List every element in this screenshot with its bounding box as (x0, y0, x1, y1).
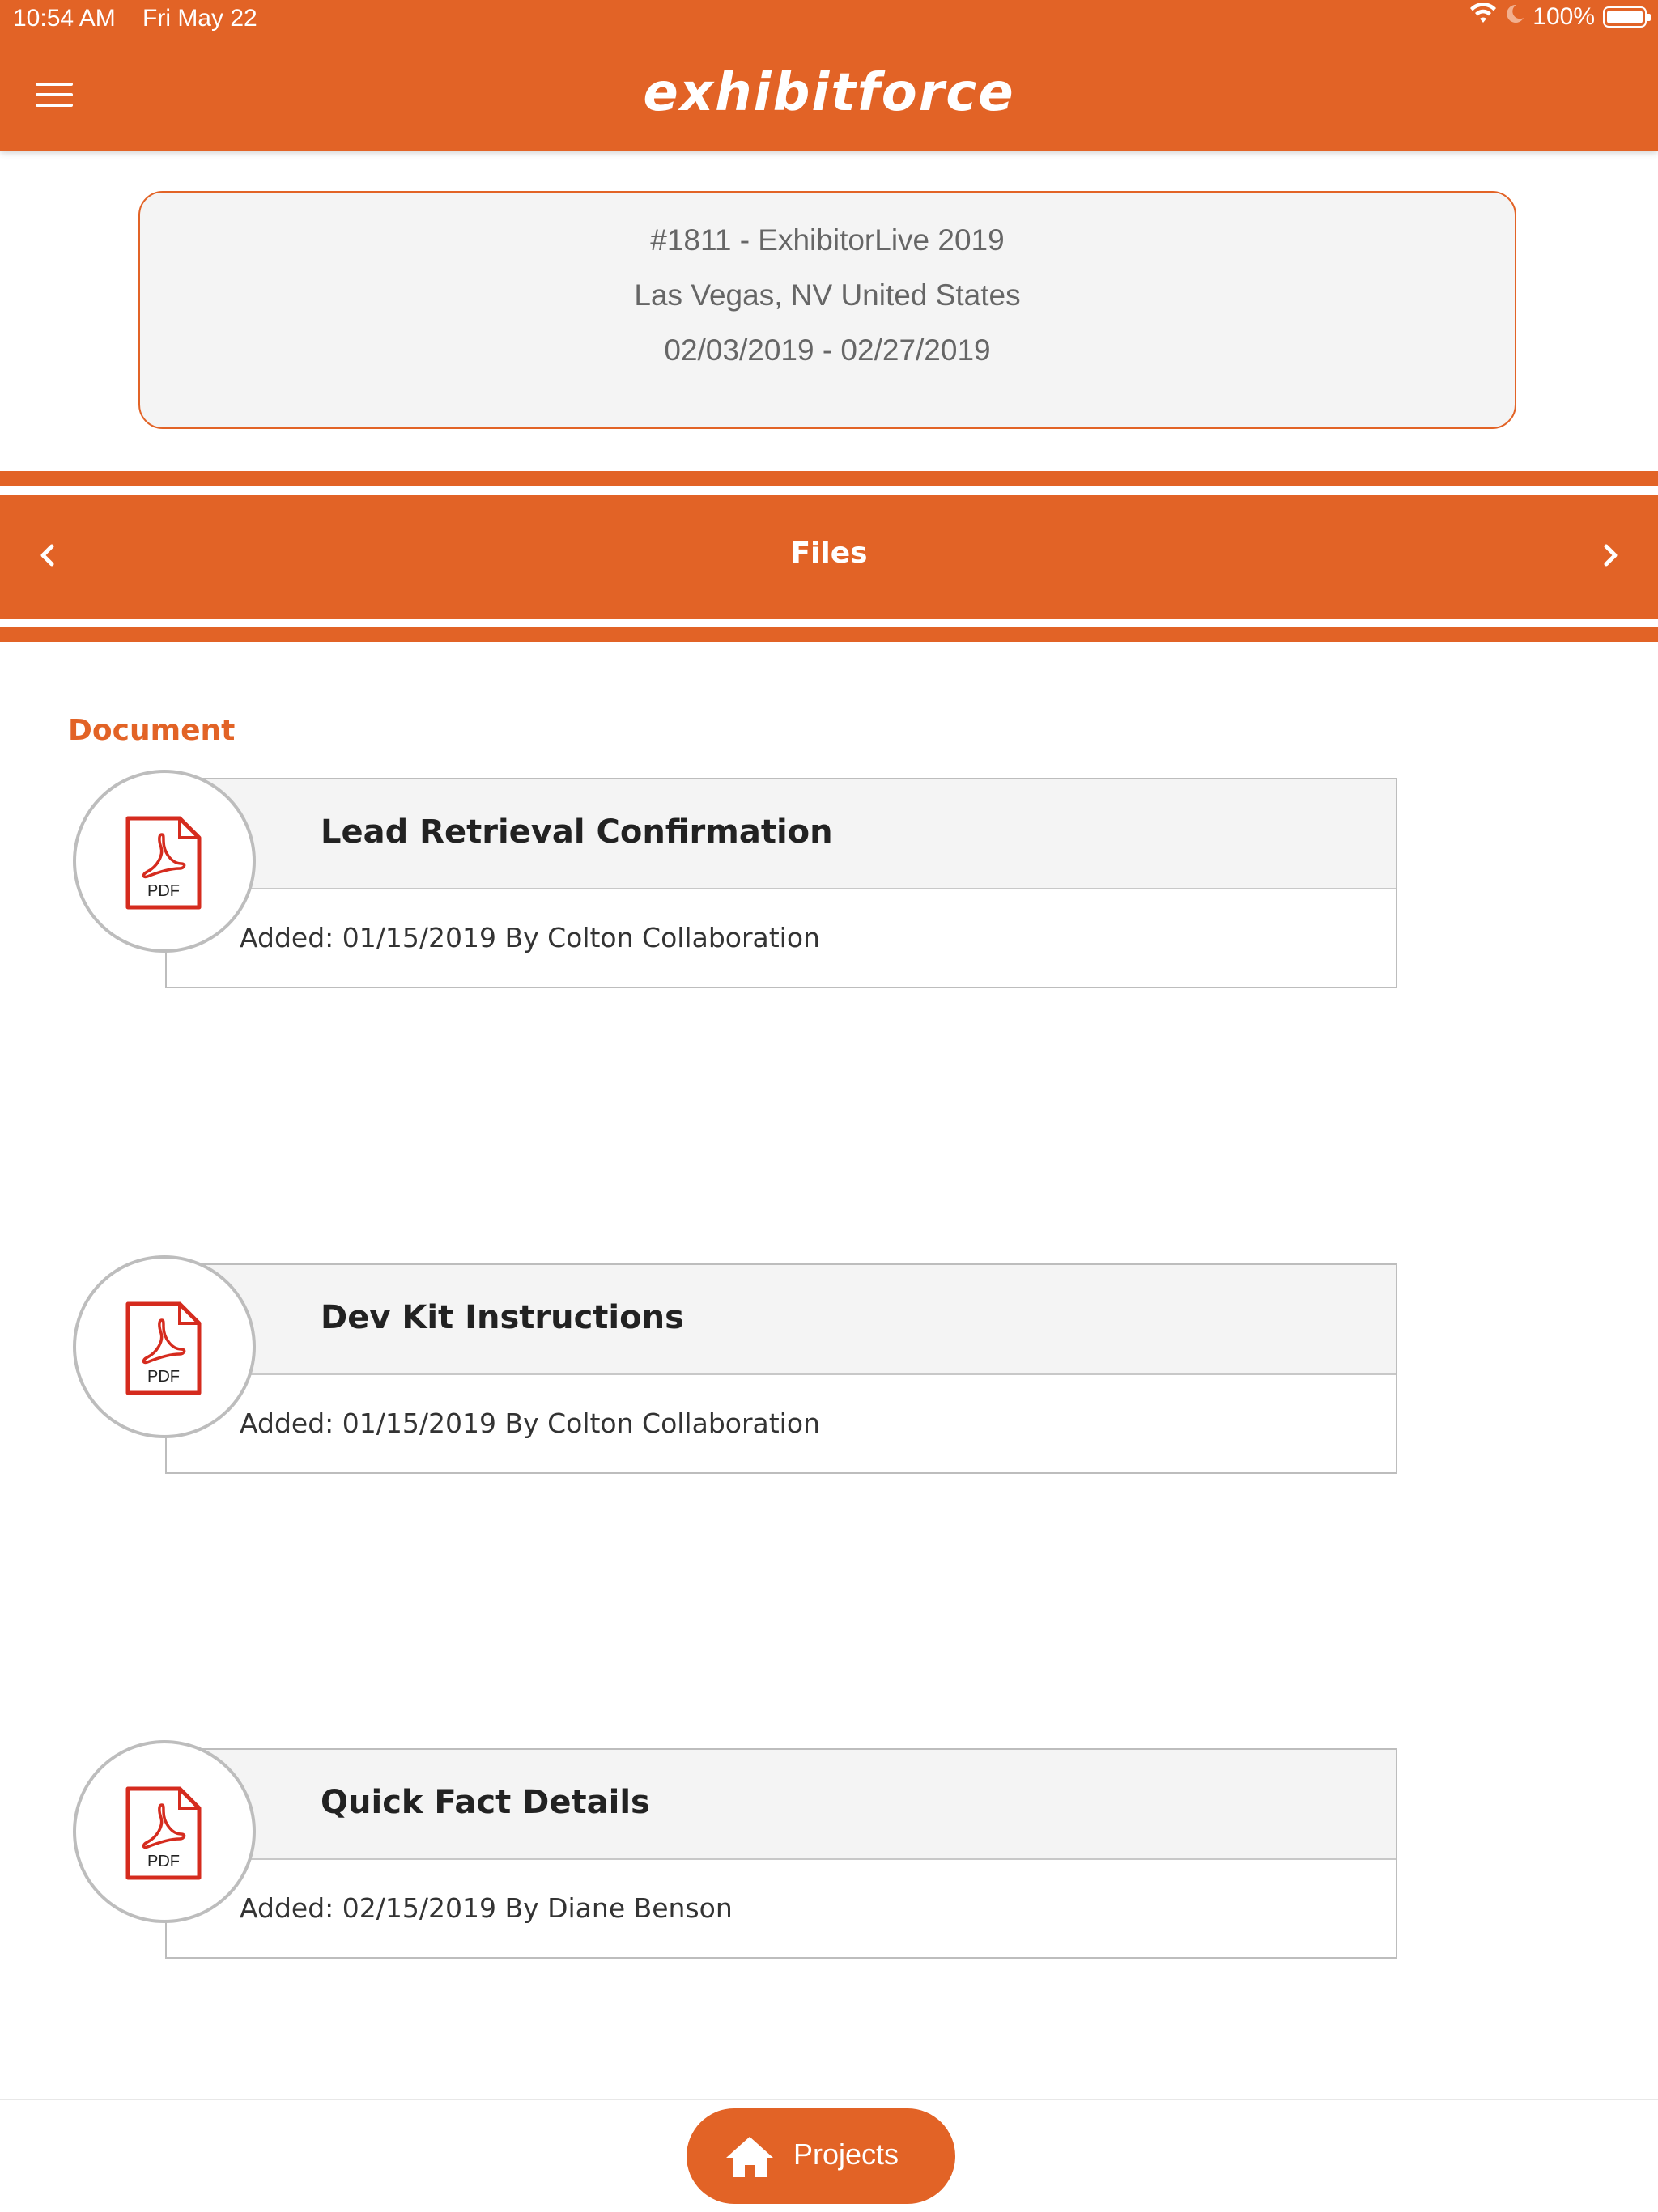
project-location: Las Vegas, NV United States (634, 278, 1021, 312)
section-title: Files (790, 537, 868, 570)
section-nav-bar (0, 495, 1658, 619)
file-meta: Added: 01/15/2019 By Colton Collaboration (240, 1407, 820, 1439)
exhibitforce-logo: exhibitforce (643, 63, 1015, 123)
moon-icon (1505, 3, 1524, 31)
divider-stripe (0, 471, 1658, 486)
divider-stripe (0, 627, 1658, 642)
file-name: Lead Retrieval Confirmation (321, 813, 833, 851)
file-card[interactable] (0, 1740, 1658, 1983)
app-header (0, 0, 1658, 151)
file-card[interactable] (0, 1255, 1658, 1498)
file-meta: Added: 02/15/2019 By Diane Benson (240, 1892, 733, 1924)
file-card-header (167, 1750, 1396, 1860)
project-title: #1811 - ExhibitorLive 2019 (650, 223, 1005, 257)
projects-label: Projects (793, 2138, 899, 2171)
status-bar (0, 0, 1658, 39)
file-card[interactable] (0, 770, 1658, 1013)
pdf-label: PDF (147, 1853, 180, 1870)
file-meta: Added: 01/15/2019 By Colton Collaboration (240, 922, 820, 953)
file-name: Dev Kit Instructions (321, 1299, 684, 1336)
project-info-card (138, 191, 1516, 429)
status-time: 10:54 AM (13, 5, 116, 32)
chevron-right-icon[interactable] (1582, 527, 1639, 584)
pdf-icon (73, 1255, 256, 1438)
pdf-icon (73, 1740, 256, 1923)
wifi-icon (1469, 3, 1497, 31)
battery-icon (1603, 6, 1647, 28)
status-date: Fri May 22 (142, 5, 257, 32)
pdf-label: PDF (147, 882, 180, 900)
bottom-nav (0, 2099, 1658, 2212)
category-label: Document (68, 714, 236, 747)
pdf-icon (73, 770, 256, 953)
file-card-box (165, 1263, 1397, 1474)
battery-percent: 100% (1533, 3, 1595, 30)
status-right (1469, 3, 1647, 31)
project-dates: 02/03/2019 - 02/27/2019 (664, 333, 991, 367)
projects-button[interactable] (687, 2108, 955, 2204)
file-card-header (167, 779, 1396, 889)
pdf-label: PDF (147, 1368, 180, 1386)
file-card-box (165, 1748, 1397, 1959)
home-icon (724, 2134, 776, 2180)
file-name: Quick Fact Details (321, 1784, 650, 1821)
file-card-box (165, 778, 1397, 988)
file-card-header (167, 1265, 1396, 1375)
